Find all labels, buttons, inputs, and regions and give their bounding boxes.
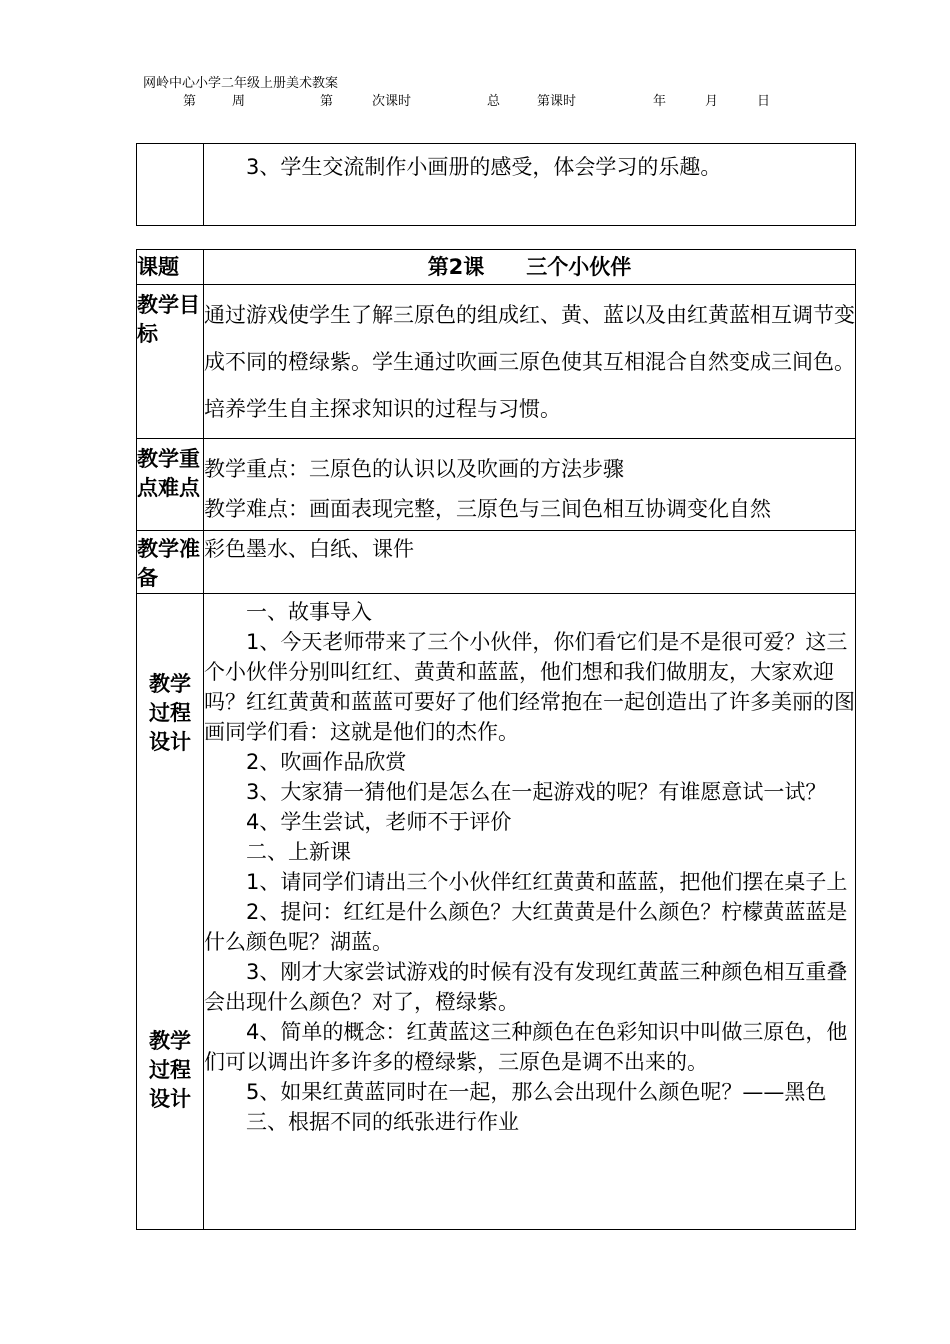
header-day: 日 bbox=[757, 94, 771, 109]
topic-label: 课题 bbox=[137, 250, 204, 285]
process-step: 1、今天老师带来了三个小伙伴，你们看它们是不是很可爱？这三个小伙伴分别叫红红、黄黄和蓝蓝，他们想和我们做朋友，大家欢迎吗？红红黄黄和蓝蓝可要好了他们经常抱在一起创造出了许多美丽的图画同学们看：这就是他们的杰作。 bbox=[204, 630, 855, 744]
school-header: 网岭中心小学二年级上册美术教案 bbox=[143, 76, 339, 91]
process-step: 5、如果红黄蓝同时在一起，那么会出现什么颜色呢？——黑色 bbox=[246, 1080, 827, 1104]
process-label-2: 教学过程设计 bbox=[149, 1029, 191, 1111]
lesson-plan-table bbox=[136, 249, 856, 1230]
key-points-label: 教学重点难点 bbox=[137, 439, 204, 531]
key-points-cell bbox=[204, 439, 856, 531]
header-week-prefix: 第 bbox=[183, 94, 197, 109]
process-step: 3、大家猜一猜他们是怎么在一起游戏的呢？有谁愿意试一试？ bbox=[246, 780, 827, 804]
top-table bbox=[136, 143, 856, 226]
goal-text: 通过游戏使学生了解三原色的组成红、黄、蓝以及由红黄蓝相互调节变成不同的橙绿紫。学生通过吹画三原色使其互相混合自然变成三间色。培养学生自主探求知识的过程与习惯。 bbox=[204, 303, 855, 421]
prep-label: 教学准备 bbox=[137, 531, 204, 594]
top-table-content-cell bbox=[204, 144, 856, 226]
goal-cell bbox=[204, 285, 856, 439]
process-label-1: 教学过程设计 bbox=[149, 672, 191, 754]
prep-text: 彩色墨水、白纸、课件 bbox=[204, 537, 414, 561]
prep-cell bbox=[204, 531, 856, 594]
process-step: 3、刚才大家尝试游戏的时候有没有发现红黄蓝三种颜色相互重叠会出现什么颜色？对了，橙绿紫。 bbox=[204, 960, 848, 1014]
header-month: 月 bbox=[705, 94, 719, 109]
header-lesson-prefix: 第 bbox=[320, 94, 334, 109]
header-lesson: 次课时 bbox=[372, 94, 412, 109]
process-step: 2、吹画作品欣赏 bbox=[246, 750, 407, 774]
header-week: 周 bbox=[232, 94, 246, 109]
process-step: 三、根据不同的纸张进行作业 bbox=[246, 1110, 519, 1134]
header-total-lessons: 第课时 bbox=[537, 94, 577, 109]
topic-cell bbox=[204, 250, 856, 285]
top-table-line: 3、学生交流制作小画册的感受，体会学习的乐趣。 bbox=[246, 155, 722, 179]
process-cell bbox=[204, 594, 856, 1230]
process-step: 二、上新课 bbox=[246, 840, 351, 864]
topic-value: 第2课 三个小伙伴 bbox=[427, 255, 632, 279]
process-step: 4、简单的概念：红黄蓝这三种颜色在色彩知识中叫做三原色，他们可以调出许多许多的橙绿紫，三原色是调不出来的。 bbox=[204, 1020, 848, 1074]
process-step: 4、学生尝试，老师不于评价 bbox=[246, 810, 512, 834]
process-step: 2、提问：红红是什么颜色？大红黄黄是什么颜色？柠檬黄蓝蓝是什么颜色呢？湖蓝。 bbox=[204, 900, 848, 954]
top-table-label-cell bbox=[137, 144, 204, 226]
difficult-point: 教学难点：画面表现完整，三原色与三间色相互协调变化自然 bbox=[204, 497, 771, 521]
process-label-cell bbox=[137, 594, 204, 1230]
key-point: 教学重点：三原色的认识以及吹画的方法步骤 bbox=[204, 457, 624, 481]
header-total: 总 bbox=[487, 94, 501, 109]
process-step: 一、故事导入 bbox=[246, 600, 372, 624]
header-year: 年 bbox=[653, 94, 667, 109]
process-step: 1、请同学们请出三个小伙伴红红黄黄和蓝蓝，把他们摆在桌子上 bbox=[246, 870, 848, 894]
goal-label: 教学目标 bbox=[137, 285, 204, 439]
